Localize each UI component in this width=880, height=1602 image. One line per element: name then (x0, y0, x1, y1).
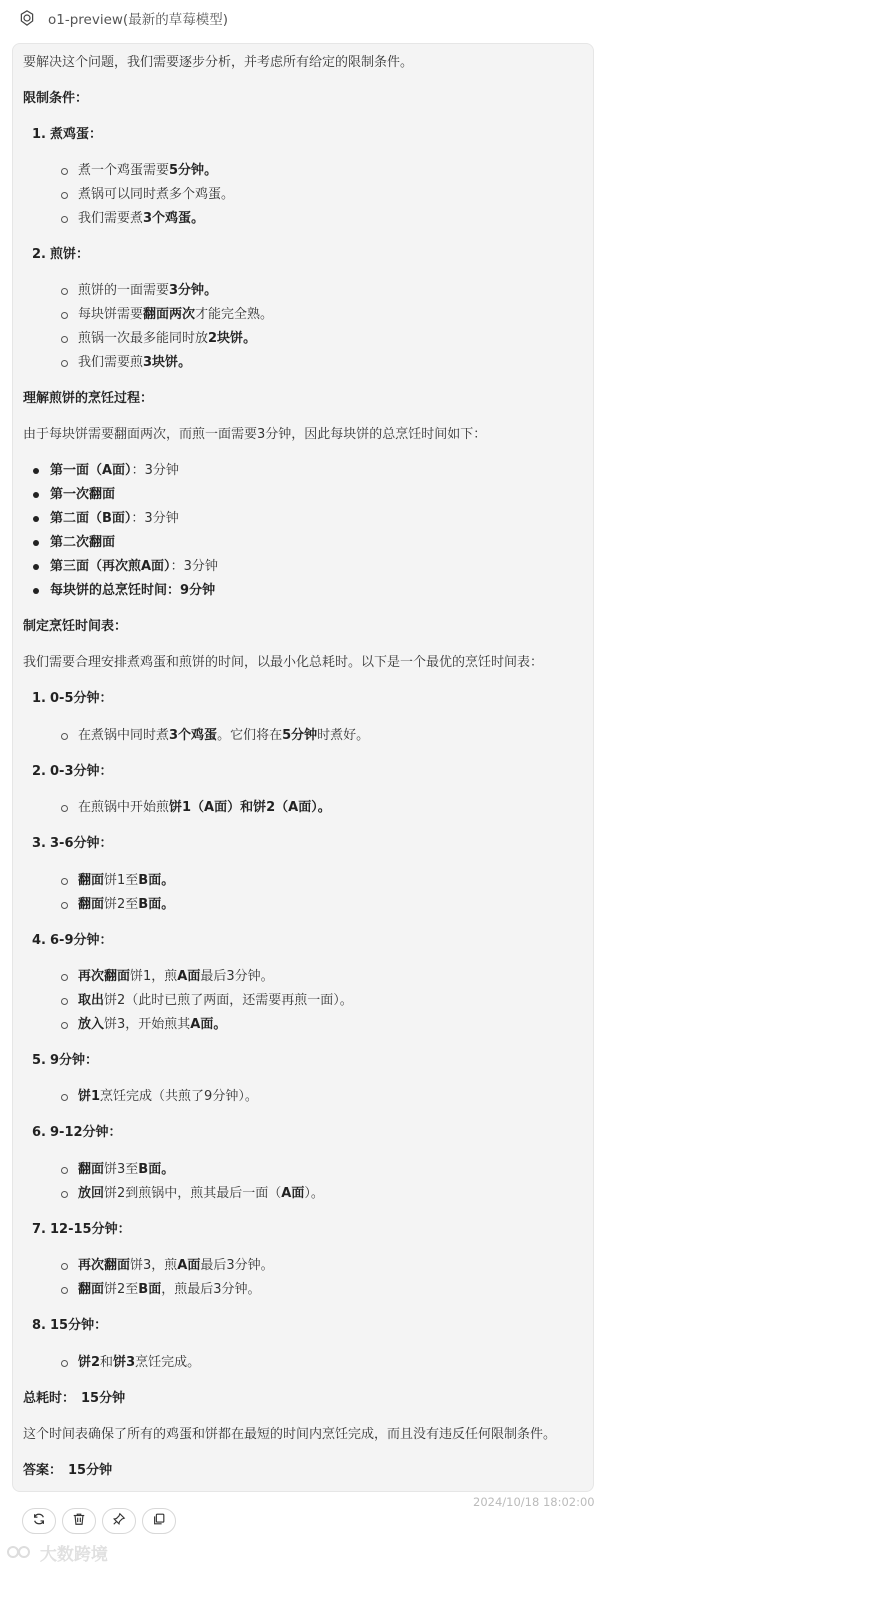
text-run: 。 (213, 1017, 227, 1032)
list-number: 6. (32, 1125, 46, 1140)
text-run: B面 (138, 1162, 162, 1177)
text-run: A面 (281, 1186, 305, 1201)
list-item (50, 485, 115, 505)
text-run: 。 (161, 897, 175, 912)
sub-list-item (78, 1087, 258, 1107)
list-bullet-disc (33, 516, 39, 522)
numbered-item-title (23, 1123, 122, 1143)
text-run: 煎饼的一面需要 (78, 283, 170, 298)
list-title: 9分钟： (50, 1053, 99, 1068)
numbered-item-title (23, 1220, 131, 1240)
text-run: 。它们将在 (217, 728, 283, 743)
text-run: 第三面（再次煎A面） (50, 559, 171, 574)
text-run: 。 (243, 331, 257, 346)
text-run: ，煎最后3分钟。 (161, 1282, 261, 1297)
watermark-logo-icon (6, 1545, 40, 1565)
list-title: 12-15分钟： (50, 1222, 131, 1237)
list-title: 0-3分钟： (50, 764, 113, 779)
numbered-item-title (23, 762, 113, 782)
list-bullet-circle (61, 1167, 68, 1174)
delete-button[interactable] (62, 1508, 96, 1534)
text-run: 最后3分钟。 (200, 969, 274, 984)
text-run: 饼2（此时已煎了两面，还需要再煎一面）。 (104, 993, 353, 1008)
list-bullet-circle (61, 312, 68, 319)
text-run: 再次翻面 (78, 1258, 131, 1273)
text-run: 翻面 (78, 1162, 105, 1177)
text-run: A面 (177, 969, 201, 984)
text-run: ：3分钟 (170, 559, 218, 574)
text-run: 在煮锅中同时煮 (78, 728, 170, 743)
list-bullet-circle (61, 1022, 68, 1029)
numbered-item-title (23, 931, 113, 951)
text-run: 第一次翻面 (50, 487, 116, 502)
list-title: 3-6分钟： (50, 836, 113, 851)
list-title: 9-12分钟： (50, 1125, 122, 1140)
list-bullet-circle (61, 733, 68, 740)
list-number: 1. (32, 127, 46, 142)
text-run: 饼1（A面）和饼2（A面） (169, 800, 318, 815)
text-run: 我们需要煮 (78, 211, 144, 226)
answer-label: 答案： (23, 1463, 63, 1478)
numbered-item-title (23, 689, 113, 709)
sub-list-item (78, 967, 274, 987)
text-run: 每块饼需要 (78, 307, 144, 322)
section-heading: 理解煎饼的烹饪过程： (23, 391, 154, 406)
text-run: 2块饼 (208, 331, 244, 346)
list-bullet-circle (61, 1191, 68, 1198)
list-bullet-circle (61, 1263, 68, 1270)
text-run: 第二次翻面 (50, 535, 116, 550)
total-value: 15分钟 (81, 1391, 126, 1406)
text-run: 和 (100, 1355, 114, 1370)
list-number: 1. (32, 691, 46, 706)
sub-list-item (78, 305, 273, 325)
text-run: 9分钟 (180, 583, 216, 598)
list-bullet-disc (33, 588, 39, 594)
text-run: 5分钟 (169, 163, 205, 178)
text-run: 取出 (78, 993, 105, 1008)
text-run: ：3分钟 (131, 511, 179, 526)
conclusion-text: 这个时间表确保了所有的鸡蛋和饼都在最短的时间内烹饪完成，而且没有违反任何限制条件。 (23, 1427, 557, 1442)
total-label: 总耗时： (23, 1391, 76, 1406)
list-bullet-circle (61, 1094, 68, 1101)
text-run: 翻面两次 (143, 307, 196, 322)
list-item (50, 461, 179, 481)
answer-value: 15分钟 (68, 1463, 113, 1478)
sub-list-item (78, 1353, 200, 1373)
text-run: 饼2至 (104, 1282, 139, 1297)
sub-list-item (78, 1256, 274, 1276)
sub-list-item (78, 185, 234, 205)
process-intro: 由于每块饼需要翻面两次，而煎一面需要3分钟，因此每块饼的总烹饪时间如下： (23, 427, 487, 442)
pin-icon (112, 1512, 126, 1530)
text-run: ：3分钟 (131, 463, 179, 478)
text-run: 3个鸡蛋 (143, 211, 192, 226)
list-item (50, 557, 218, 577)
text-run: 。 (204, 163, 218, 178)
list-bullet-disc (33, 468, 39, 474)
text-run: ： (167, 583, 181, 598)
text-run: 饼3，开始煎其 (104, 1017, 191, 1032)
text-run: 第一面（A面） (50, 463, 132, 478)
list-title: 6-9分钟： (50, 933, 113, 948)
text-run: 。 (161, 1162, 175, 1177)
list-item (50, 509, 179, 529)
sub-list-item (78, 353, 191, 373)
total-time (23, 1389, 125, 1409)
list-bullet-circle (61, 1287, 68, 1294)
sub-list-item (78, 726, 369, 746)
message-header (18, 8, 228, 28)
list-item (50, 533, 115, 553)
text-run: 烹饪完成。 (135, 1355, 201, 1370)
numbered-item-title (23, 125, 102, 145)
list-number: 7. (32, 1222, 46, 1237)
list-bullet-circle (61, 1360, 68, 1367)
sub-list-item (78, 871, 174, 891)
text-run: 翻面 (78, 873, 105, 888)
numbered-item-title (23, 834, 113, 854)
list-bullet-disc (33, 540, 39, 546)
text-run: 5分钟 (282, 728, 318, 743)
sub-list-item (78, 798, 331, 818)
pin-button[interactable] (102, 1508, 136, 1534)
list-number: 4. (32, 933, 46, 948)
text-run: 饼1，煎 (130, 969, 178, 984)
text-run: 翻面 (78, 1282, 105, 1297)
text-run: 我们需要煎 (78, 355, 144, 370)
sub-list-item (78, 329, 256, 349)
text-run: 煮锅可以同时煮多个鸡蛋。 (78, 187, 235, 202)
list-bullet-circle (61, 360, 68, 367)
list-title: 煎饼： (50, 247, 90, 262)
list-bullet-circle (61, 998, 68, 1005)
text-run: 。 (204, 283, 218, 298)
list-bullet-circle (61, 974, 68, 981)
text-run: A面 (190, 1017, 214, 1032)
text-run: 饼2至 (104, 897, 139, 912)
sub-list-item (78, 209, 204, 229)
text-run: 饼2 (78, 1355, 101, 1370)
list-number: 3. (32, 836, 46, 851)
list-title: 煮鸡蛋： (50, 127, 103, 142)
text-run: 时煮好。 (317, 728, 370, 743)
list-bullet-circle (61, 168, 68, 175)
trash-icon (72, 1512, 86, 1530)
list-bullet-disc (33, 492, 39, 498)
sub-list-item (78, 1160, 174, 1180)
text-run: 饼3 (113, 1355, 136, 1370)
list-bullet-disc (33, 564, 39, 570)
text-run: 翻面 (78, 897, 105, 912)
text-run: 。 (178, 355, 192, 370)
numbered-item-title (23, 1051, 98, 1071)
text-run: 放回 (78, 1186, 105, 1201)
text-run: 。 (161, 873, 175, 888)
section-heading: 限制条件： (23, 91, 89, 106)
answer (23, 1461, 112, 1481)
text-run: B面 (138, 1282, 162, 1297)
text-run: 饼3，煎 (130, 1258, 178, 1273)
section-heading: 制定烹饪时间表： (23, 619, 128, 634)
text-run: 才能完全熟。 (195, 307, 274, 322)
intro-text: 要解决这个问题，我们需要逐步分析，并考虑所有给定的限制条件。 (23, 55, 414, 70)
text-run: 饼1 (78, 1089, 101, 1104)
sub-list-item (78, 991, 353, 1011)
list-number: 5. (32, 1053, 46, 1068)
text-run: 第二面（B面） (50, 511, 132, 526)
sub-list-item (78, 161, 217, 181)
list-bullet-circle (61, 216, 68, 223)
text-run: 煮一个鸡蛋需要 (78, 163, 170, 178)
text-run: 饼2到煎锅中，煎其最后一面（ (104, 1186, 282, 1201)
message-actions (22, 1508, 176, 1534)
list-bullet-circle (61, 192, 68, 199)
text-run: 。 (191, 211, 205, 226)
list-title: 15分钟： (50, 1318, 108, 1333)
text-run: 在煎锅中开始煎 (78, 800, 170, 815)
openai-logo-icon (18, 9, 36, 27)
list-bullet-circle (61, 288, 68, 295)
list-bullet-circle (61, 878, 68, 885)
text-run: 饼1至 (104, 873, 139, 888)
sub-list-item (78, 281, 217, 301)
text-run: 再次翻面 (78, 969, 131, 984)
watermark-text: 大数跨境 (39, 1545, 108, 1565)
copy-button[interactable] (142, 1508, 176, 1534)
list-item (50, 581, 215, 601)
numbered-item-title (23, 1316, 107, 1336)
message-timestamp: 2024/10/18 18:02:00 (473, 1495, 595, 1509)
list-bullet-circle (61, 902, 68, 909)
list-bullet-circle (61, 336, 68, 343)
text-run: 煎锅一次最多能同时放 (78, 331, 209, 346)
schedule-intro: 我们需要合理安排煮鸡蛋和煎饼的时间，以最小化总耗时。以下是一个最优的烹饪时间表： (23, 655, 544, 670)
numbered-item-title (23, 245, 89, 265)
text-run: 饼3至 (104, 1162, 139, 1177)
list-number: 8. (32, 1318, 46, 1333)
regenerate-button[interactable] (22, 1508, 56, 1534)
sub-list-item (78, 1184, 324, 1204)
text-run: 最后3分钟。 (200, 1258, 274, 1273)
sub-list-item (78, 895, 174, 915)
text-run: B面 (138, 873, 162, 888)
text-run: ）。 (304, 1186, 324, 1201)
text-run: 放入 (78, 1017, 105, 1032)
text-run: A面 (177, 1258, 201, 1273)
text-run: 3块饼 (143, 355, 179, 370)
list-number: 2. (32, 764, 46, 779)
text-run: 。 (317, 800, 331, 815)
list-number: 2. (32, 247, 46, 262)
refresh-icon (32, 1512, 46, 1530)
list-title: 0-5分钟： (50, 691, 113, 706)
list-bullet-circle (61, 805, 68, 812)
text-run: 3个鸡蛋 (169, 728, 218, 743)
text-run: 烹饪完成（共煎了9分钟）。 (100, 1089, 258, 1104)
copy-icon (152, 1512, 166, 1530)
model-name: o1-preview(最新的草莓模型) (48, 12, 228, 28)
sub-list-item (78, 1015, 226, 1035)
sub-list-item (78, 1280, 261, 1300)
watermark (6, 1540, 108, 1565)
text-run: B面 (138, 897, 162, 912)
text-run: 每块饼的总烹饪时间 (50, 583, 168, 598)
text-run: 3分钟 (169, 283, 205, 298)
